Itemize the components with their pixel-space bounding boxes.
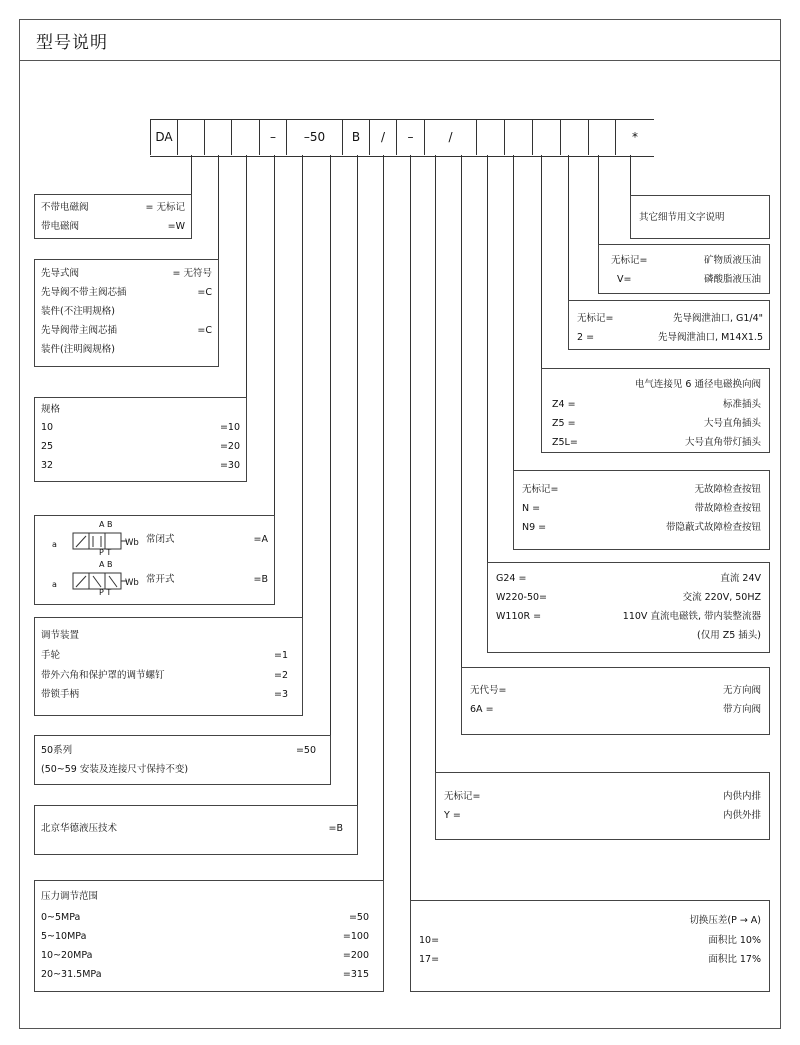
drain-label: 2 = xyxy=(577,332,595,343)
connector-line xyxy=(487,155,488,562)
voltage-value: 交流 220V, 50HZ xyxy=(682,592,761,603)
brand-box xyxy=(34,805,358,855)
sym-wb-2: Wb xyxy=(125,578,139,588)
series-value: =50 xyxy=(295,745,316,756)
button-label: N9 = xyxy=(522,522,547,533)
size-value: =30 xyxy=(219,460,240,471)
pilot-box xyxy=(34,259,219,367)
connector-heading: 电气连接见 6 通径电磁换向阀 xyxy=(634,379,761,390)
switch-box xyxy=(410,900,770,992)
sym-pt-1: P T xyxy=(99,548,112,557)
code-cell-14 xyxy=(560,119,588,155)
connector-label: Z5 = xyxy=(552,418,576,429)
switch-label: 10= xyxy=(419,935,440,946)
code-cell-series: –50 xyxy=(286,119,342,155)
button-value: 带故障检查按钮 xyxy=(694,503,761,514)
connector-line xyxy=(410,155,411,900)
symbol-label: 常开式 xyxy=(146,574,175,585)
supply-label: Y = xyxy=(444,810,461,821)
switch-value: 面积比 17% xyxy=(708,954,761,965)
electromagnet-value: = 无标记 xyxy=(145,202,185,213)
adjust-value: =1 xyxy=(273,650,288,661)
sym-pt-2: P T xyxy=(99,588,112,597)
connector-label: Z4 = xyxy=(552,399,576,410)
connector-line xyxy=(568,155,569,300)
electromagnet-value: =W xyxy=(167,221,185,232)
button-box xyxy=(513,470,770,550)
series-note: (50~59 安装及连接尺寸保持不变) xyxy=(41,764,189,775)
pressure-value: =200 xyxy=(342,950,369,961)
series-box xyxy=(34,735,331,785)
connector-line xyxy=(302,155,303,617)
pressure-label: 5~10MPa xyxy=(41,931,87,942)
code-cell-star: * xyxy=(615,119,654,155)
connector-line xyxy=(383,155,384,880)
pressure-label: 20~31.5MPa xyxy=(41,969,102,980)
connector-line xyxy=(218,155,219,259)
series-label: 50系列 xyxy=(41,745,73,756)
direction-value: 无方向阀 xyxy=(722,685,761,696)
pressure-value: =100 xyxy=(342,931,369,942)
adjust-label: 手轮 xyxy=(41,650,61,661)
fluid-value: 磷酸脂液压油 xyxy=(703,274,761,285)
fluid-value: 矿物质液压油 xyxy=(703,255,761,266)
symbol-label: 常闭式 xyxy=(146,534,175,545)
pilot-label: 装件(不注明规格) xyxy=(41,306,115,317)
connector-line xyxy=(246,155,247,397)
supply-value: 内供内排 xyxy=(722,791,761,802)
pilot-label: 先导阀不带主阀芯插 xyxy=(41,287,127,298)
supply-label: 无标记= xyxy=(444,791,481,802)
pilot-label: 先导阀带主阀芯插 xyxy=(41,325,118,336)
pressure-heading: 压力调节范围 xyxy=(41,891,99,902)
symbol-value: =A xyxy=(253,534,268,545)
size-value: =10 xyxy=(219,422,240,433)
code-cell-4 xyxy=(231,119,259,155)
code-cell-slash2: / xyxy=(424,119,476,155)
drain-box xyxy=(568,300,770,350)
direction-label: 6A = xyxy=(470,704,494,715)
pressure-value: =315 xyxy=(342,969,369,980)
switch-label: 17= xyxy=(419,954,440,965)
button-label: 无标记= xyxy=(522,484,559,495)
size-label: 32 xyxy=(41,460,54,471)
pressure-label: 0~5MPa xyxy=(41,912,81,923)
adjust-value: =3 xyxy=(273,689,288,700)
page-title: 型号说明 xyxy=(36,33,108,53)
switch-value: 面积比 10% xyxy=(708,935,761,946)
voltage-label: W110R = xyxy=(496,611,542,622)
direction-value: 带方向阀 xyxy=(722,704,761,715)
fluid-box xyxy=(598,244,770,294)
code-cell-13 xyxy=(532,119,560,155)
connector-line xyxy=(598,155,599,244)
electromagnet-label: 带电磁阀 xyxy=(41,221,80,232)
supply-box xyxy=(435,772,770,840)
voltage-label: G24 = xyxy=(496,573,527,584)
electromagnet-label: 不带电磁阀 xyxy=(41,202,89,213)
button-label: N = xyxy=(522,503,541,514)
pressure-box xyxy=(34,880,384,992)
supply-value: 内供外排 xyxy=(722,810,761,821)
connector-value: 大号直角插头 xyxy=(703,418,761,429)
fluid-label: 无标记= xyxy=(611,255,648,266)
sym-ab-1: A B xyxy=(99,520,113,529)
size-label: 25 xyxy=(41,441,54,452)
size-heading: 规格 xyxy=(41,404,61,415)
sym-ab-2: A B xyxy=(99,560,113,569)
title-divider xyxy=(19,60,781,61)
other-box xyxy=(630,195,770,239)
sym-wb-1: Wb xyxy=(125,538,139,548)
brand-label: 北京华德液压技术 xyxy=(41,823,118,834)
connector-value: 大号直角带灯插头 xyxy=(684,437,761,448)
pilot-label: 装件(注明阀规格) xyxy=(41,344,115,355)
code-cell-prefix: DA xyxy=(150,119,177,155)
code-cell-b: B xyxy=(342,119,369,155)
connector-line xyxy=(357,155,358,805)
direction-label: 无代号= xyxy=(470,685,507,696)
adjust-label: 带外六角和保护罩的调节螺钉 xyxy=(41,670,165,681)
drain-label: 无标记= xyxy=(577,313,614,324)
switch-heading: 切换压差(P → A) xyxy=(689,915,761,926)
voltage-note: (仅用 Z5 插头) xyxy=(696,630,761,641)
other-text: 其它细节用文字说明 xyxy=(639,212,725,223)
connector-line xyxy=(330,155,331,735)
brand-value: =B xyxy=(328,823,343,834)
connector-line xyxy=(461,155,462,667)
pressure-value: =50 xyxy=(348,912,369,923)
code-cell-2 xyxy=(177,119,204,155)
code-cell-15 xyxy=(588,119,615,155)
adjust-box xyxy=(34,617,303,716)
drain-value: 先导阀泄油口, G1/4" xyxy=(672,313,763,324)
connector-line xyxy=(630,155,631,195)
drain-value: 先导阀泄油口, M14X1.5 xyxy=(658,332,763,343)
voltage-value: 110V 直流电磁铁, 带内装整流器 xyxy=(622,611,761,622)
adjust-label: 带锁手柄 xyxy=(41,689,80,700)
code-cell-slash1: / xyxy=(369,119,396,155)
pilot-value: = 无符号 xyxy=(172,268,212,279)
voltage-value: 直流 24V xyxy=(720,573,761,584)
direction-box xyxy=(461,667,770,735)
code-cell-3 xyxy=(204,119,231,155)
adjust-heading: 调节装置 xyxy=(41,630,80,641)
fluid-label: V= xyxy=(617,274,632,285)
pressure-label: 10~20MPa xyxy=(41,950,93,961)
code-cell-dash2: – xyxy=(396,119,424,155)
button-value: 无故障检查按钮 xyxy=(694,484,761,495)
connector-label: Z5L= xyxy=(552,437,578,448)
size-box xyxy=(34,397,247,482)
voltage-label: W220-50= xyxy=(496,592,548,603)
voltage-box xyxy=(487,562,770,653)
connector-line xyxy=(435,155,436,772)
symbol-box xyxy=(34,515,275,605)
adjust-value: =2 xyxy=(273,670,288,681)
code-cell-dash1: – xyxy=(259,119,286,155)
connector-line xyxy=(274,155,275,515)
connector-line xyxy=(541,155,542,368)
sym-a-2: a xyxy=(52,580,57,589)
size-label: 10 xyxy=(41,422,54,433)
connector-line xyxy=(513,155,514,470)
connector-box xyxy=(541,368,770,453)
button-value: 带隐蔽式故障检查按钮 xyxy=(665,522,761,533)
code-cell-12 xyxy=(504,119,532,155)
pilot-label: 先导式阀 xyxy=(41,268,80,279)
electromagnet-box xyxy=(34,194,192,239)
pilot-value: =C xyxy=(197,325,212,336)
connector-value: 标准插头 xyxy=(722,399,761,410)
size-value: =20 xyxy=(219,441,240,452)
sym-a-1: a xyxy=(52,540,57,549)
pilot-value: =C xyxy=(197,287,212,298)
symbol-value: =B xyxy=(253,574,268,585)
code-cell-11 xyxy=(476,119,504,155)
